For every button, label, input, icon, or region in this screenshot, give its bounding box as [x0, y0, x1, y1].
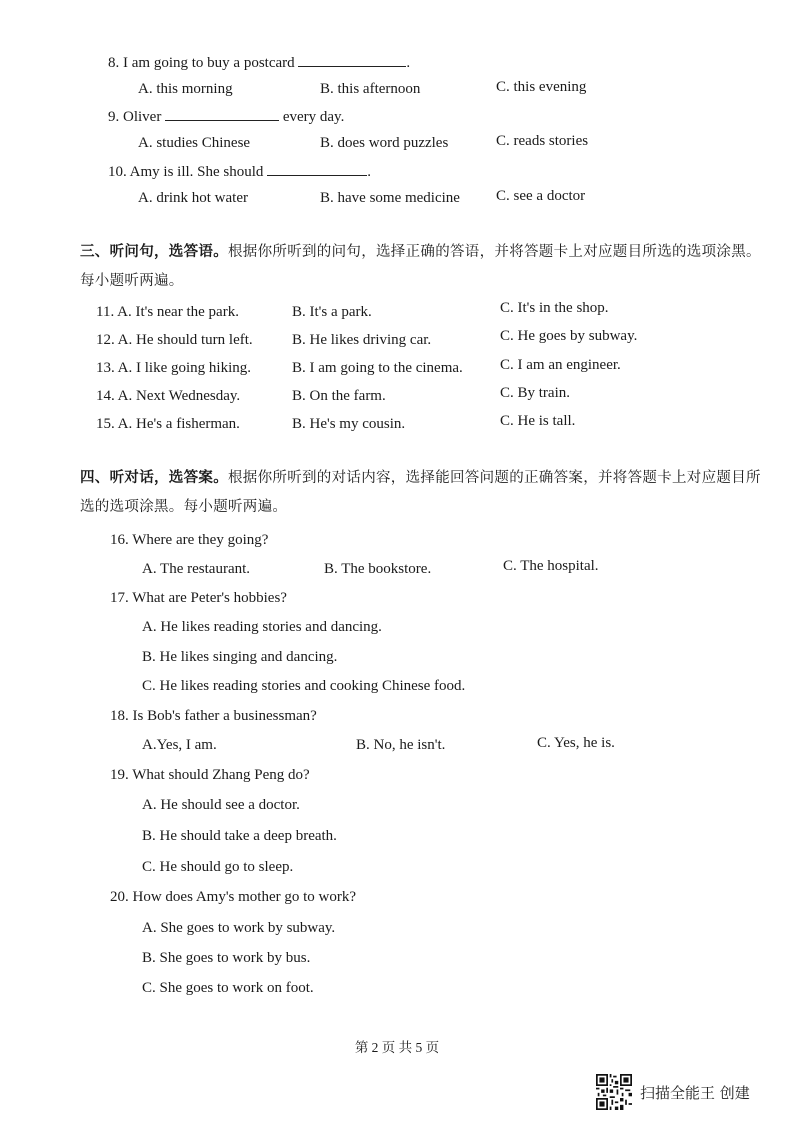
section-3-title: 三、听问句，选答语。	[80, 244, 228, 260]
option-11a: 11. A. It's near the park.	[96, 304, 239, 320]
section-4-heading	[80, 464, 770, 522]
option-8b: B. this afternoon	[320, 81, 421, 97]
option-11b: B. It's a park.	[292, 304, 372, 320]
option-13a: 13. A. I like going hiking.	[96, 360, 251, 376]
option-20c: C. She goes to work on foot.	[142, 980, 314, 996]
option-9a: A. studies Chinese	[138, 135, 251, 151]
option-10a: A. drink hot water	[138, 190, 248, 206]
option-8c: C. this evening	[496, 79, 587, 95]
question-17-stem: 17. What are Peter's hobbies?	[110, 590, 287, 606]
option-20a: A. She goes to work by subway.	[142, 920, 336, 936]
option-14c: C. By train.	[500, 385, 570, 401]
option-18b: B. No, he isn't.	[356, 737, 446, 753]
option-12c: C. He goes by subway.	[500, 328, 638, 344]
option-15c: C. He is tall.	[500, 413, 576, 429]
option-18c: C. Yes, he is.	[537, 735, 615, 751]
answer-blank	[298, 52, 406, 67]
option-15a: 15. A. He's a fisherman.	[96, 416, 240, 432]
option-13c: C. I am an engineer.	[500, 357, 621, 373]
question-16-stem: 16. Where are they going?	[110, 532, 269, 548]
question-20-stem: 20. How does Amy's mother go to work?	[110, 889, 357, 905]
page-number: 第 2 页 共 5 页	[354, 1040, 440, 1055]
option-12a: 12. A. He should turn left.	[96, 332, 253, 348]
option-17a: A. He likes reading stories and dancing.	[142, 619, 382, 635]
option-10c: C. see a doctor	[496, 188, 586, 204]
option-16b: B. The bookstore.	[324, 561, 432, 577]
qr-code-icon	[596, 1074, 632, 1110]
option-9b: B. does word puzzles	[320, 135, 449, 151]
answer-blank	[165, 106, 279, 121]
question-9-stem: 9. Oliver every day.	[108, 106, 344, 127]
section-4-instruction: 根据你所听到的对话内容，选择能回答问题的正确答案，并将答题卡上对应题目所选的选项涂黑。每小题听两遍。	[80, 470, 761, 515]
section-3-instruction: 根据你所听到的问句，选择正确的答语，并将答题卡上对应题目所选的选项涂黑。每小题听两遍。	[80, 244, 761, 289]
option-9c: C. reads stories	[496, 133, 589, 149]
option-16a: A. The restaurant.	[142, 561, 251, 577]
option-15b: B. He's my cousin.	[292, 416, 406, 432]
option-12b: B. He likes driving car.	[292, 332, 432, 348]
option-13b: B. I am going to the cinema.	[292, 360, 463, 376]
option-19b: B. He should take a deep breath.	[142, 828, 337, 844]
question-10-stem: 10. Amy is ill. She should .	[108, 161, 371, 182]
question-19-stem: 19. What should Zhang Peng do?	[110, 767, 310, 783]
scanner-watermark-text: 扫描全能王 创建	[640, 1084, 750, 1102]
option-18a: A.Yes, I am.	[142, 737, 217, 753]
option-20b: B. She goes to work by bus.	[142, 950, 311, 966]
option-10b: B. have some medicine	[320, 190, 460, 206]
answer-blank	[267, 161, 367, 176]
option-17b: B. He likes singing and dancing.	[142, 649, 338, 665]
option-17c: C. He likes reading stories and cooking Chinese food.	[142, 678, 466, 694]
option-8a: A. this morning	[138, 81, 233, 97]
option-14b: B. On the farm.	[292, 388, 386, 404]
option-19c: C. He should go to sleep.	[142, 859, 294, 875]
question-8-stem: 8. I am going to buy a postcard .	[108, 52, 410, 73]
option-14a: 14. A. Next Wednesday.	[96, 388, 241, 404]
section-4-title: 四、听对话，选答案。	[80, 470, 228, 486]
option-11c: C. It's in the shop.	[500, 300, 609, 316]
option-16c: C. The hospital.	[503, 558, 599, 574]
section-3-heading	[80, 238, 770, 296]
option-19a: A. He should see a doctor.	[142, 797, 300, 813]
question-18-stem: 18. Is Bob's father a businessman?	[110, 708, 317, 724]
